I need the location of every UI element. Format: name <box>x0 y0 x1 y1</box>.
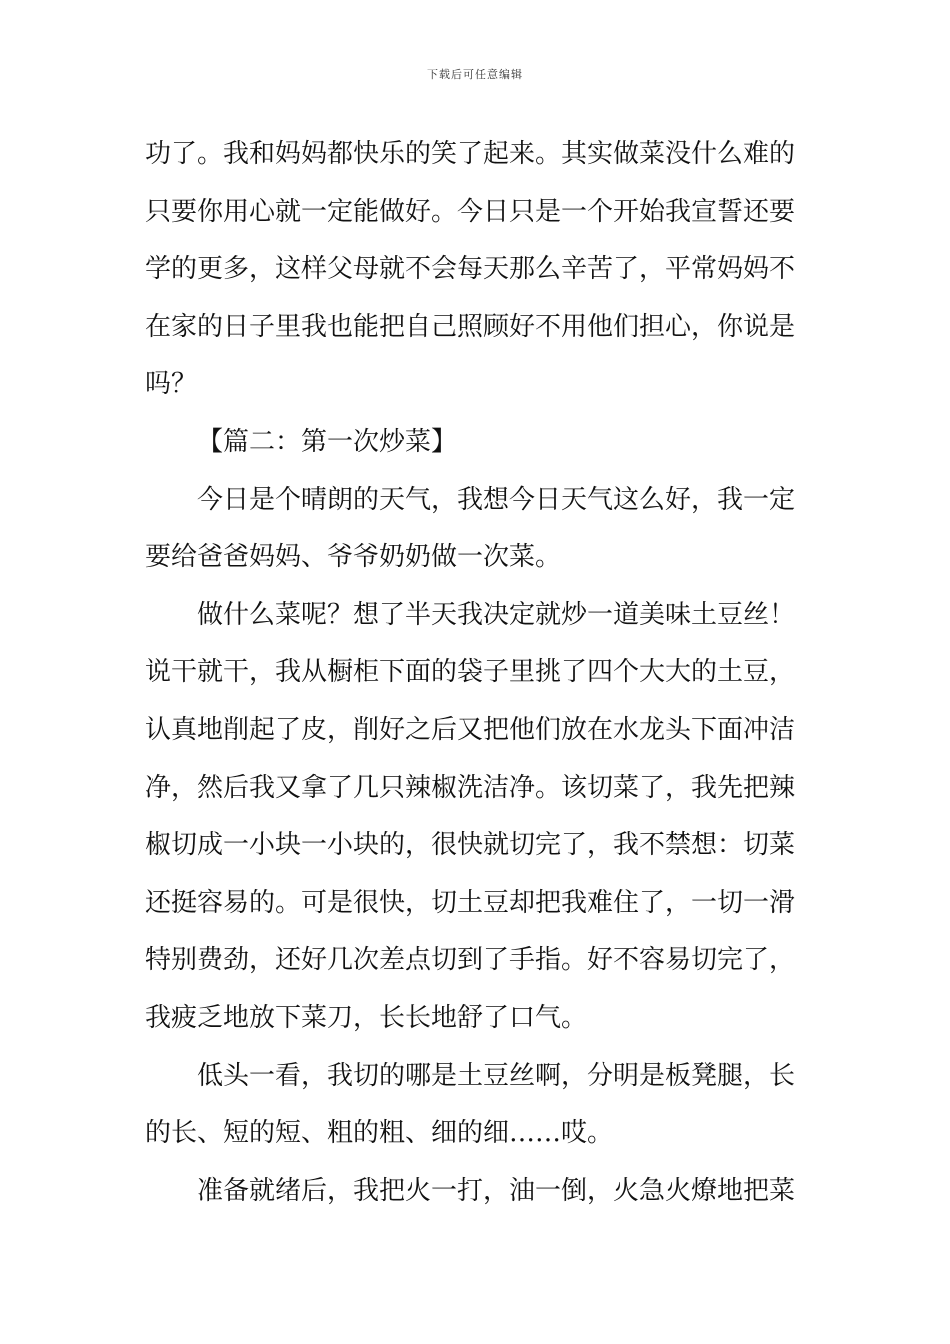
text-line: 准备就绪后，我把火一打，油一倒，火急火燎地把菜 <box>197 1175 796 1206</box>
text-line: 说干就干，我从橱柜下面的袋子里挑了四个大大的土豆， <box>145 657 796 688</box>
text-line: 认真地削起了皮，削好之后又把他们放在水龙头下面冲洁 <box>145 714 796 745</box>
page-header-note: 下载后可任意编辑 <box>427 68 523 81</box>
text-line: 今日是个晴朗的天气，我想今日天气这么好，我一定 <box>197 484 796 515</box>
text-line: 只要你用心就一定能做好。今日只是一个开始我宣誓还要 <box>145 196 796 227</box>
text-line: 的长、短的短、粗的粗、细的细……哎。 <box>145 1118 614 1149</box>
text-line: 功了。我和妈妈都快乐的笑了起来。其实做菜没什么难的 <box>145 139 796 169</box>
text-line: 学的更多，这样父母就不会每天那么辛苦了，平常妈妈不 <box>145 254 796 285</box>
text-line: 特别费劲，还好几次差点切到了手指。好不容易切完了， <box>145 945 796 976</box>
text-line: 我疲乏地放下菜刀，长长地舒了口气。 <box>145 1002 588 1033</box>
text-line: 吗？ <box>145 369 198 400</box>
text-line: 低头一看，我切的哪是土豆丝啊，分明是板凳腿，长 <box>197 1060 796 1091</box>
text-line: 还挺容易的。可是很快，切土豆却把我难住了，一切一滑 <box>145 887 796 918</box>
text-line: 在家的日子里我也能把自己照顾好不用他们担心，你说是 <box>145 311 796 342</box>
text-line: 净，然后我又拿了几只辣椒洗洁净。该切菜了，我先把辣 <box>145 772 796 803</box>
text-line: 做什么菜呢？想了半天我决定就炒一道美味土豆丝！ <box>197 599 796 630</box>
text-line: 【篇二：第一次炒菜】 <box>197 426 458 457</box>
document-body <box>145 126 809 1220</box>
text-line: 椒切成一小块一小块的，很快就切完了，我不禁想：切菜 <box>145 830 796 861</box>
text-line: 要给爸爸妈妈、爷爷奶奶做一次菜。 <box>145 542 562 573</box>
